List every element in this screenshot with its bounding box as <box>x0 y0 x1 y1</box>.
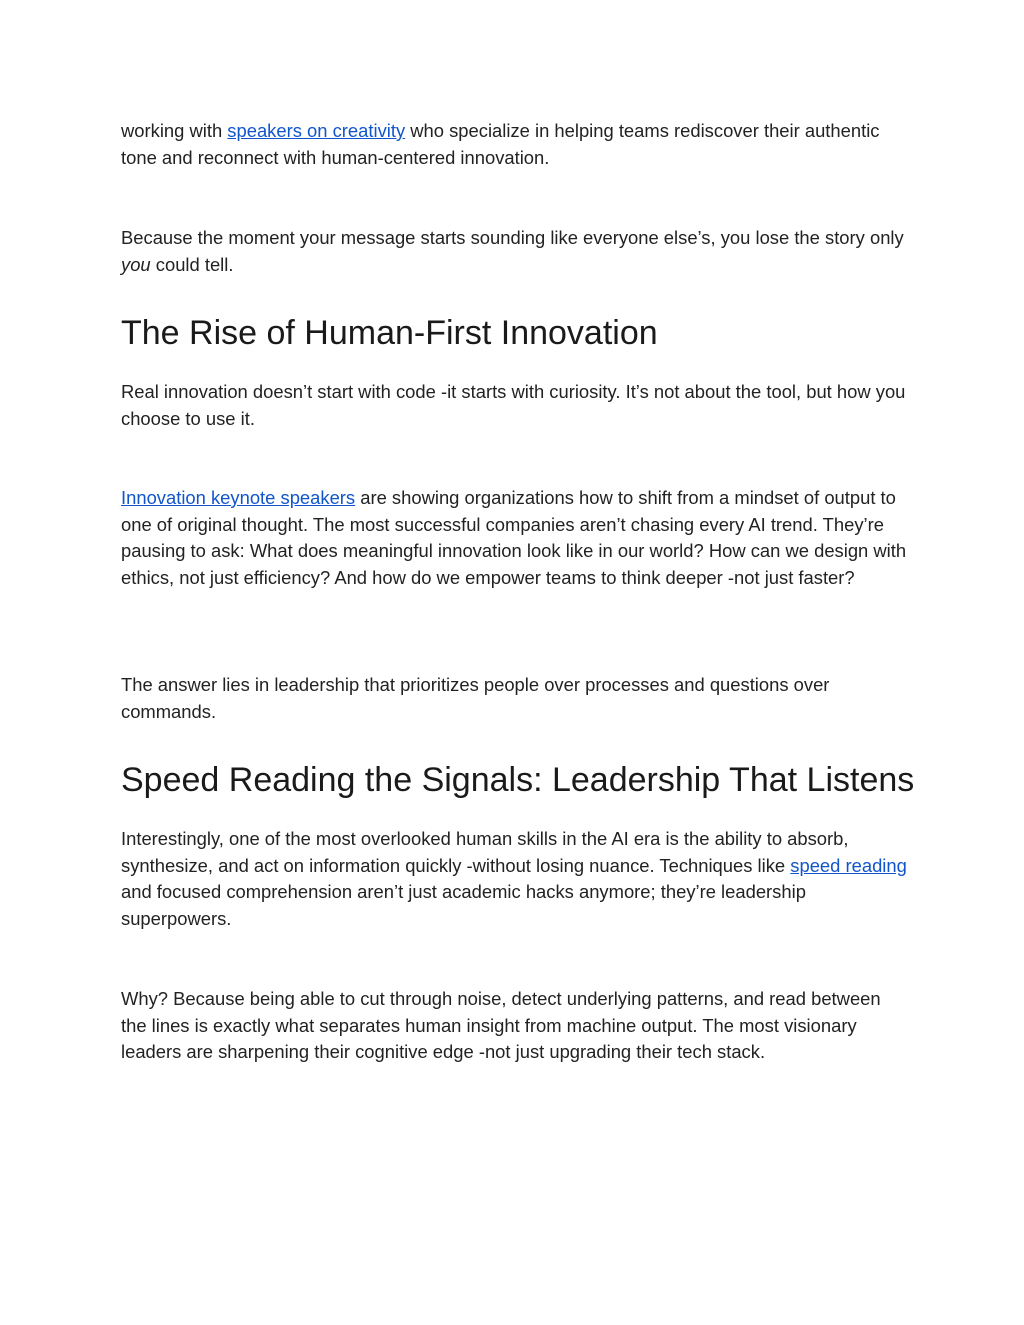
paragraph-text: Interestingly, one of the most overlooked human skills in the AI era is the ability to absorb, synthesize, and act on information quickly -without losing nuance. Techniques like <box>121 828 849 876</box>
paragraph-text: who specialize in helping teams rediscover their authentic tone and reconnect with human-centered innovation. <box>121 120 880 168</box>
paragraph-text: are showing organizations how to shift from a mindset of output to one of original thought. The most successful companies aren’t chasing every AI trend. They’re pausing to ask: What does meaningful innovation look like in our world? How can we design with ethics, not just efficiency? And how do we empower teams to think deeper -not just faster? <box>121 487 907 589</box>
speakers-on-creativity-link[interactable]: speakers on creativity <box>227 120 406 141</box>
paragraph-answer: The answer lies in leadership that prioritizes people over processes and questions over commands. <box>121 674 830 722</box>
speed-reading-link[interactable]: speed reading <box>790 854 907 876</box>
paragraph-text: could tell. <box>150 253 234 275</box>
innovation-keynote-speakers-link[interactable]: Innovation keynote speakers <box>121 487 356 508</box>
paragraph-speed-reading <box>121 826 911 933</box>
paragraph-keynote-speakers <box>121 485 911 592</box>
heading-speed-reading-signals: Speed Reading the Signals: Leadership That Listens <box>121 761 915 799</box>
paragraph-text: working with <box>121 120 228 141</box>
emphasis-you: you <box>121 253 151 275</box>
heading-human-first-innovation: The Rise of Human-First Innovation <box>121 314 658 352</box>
paragraph-text: Because the moment your message starts sounding like everyone else’s, you lose the story only <box>121 227 904 248</box>
paragraph-why: Why? Because being able to cut through noise, detect underlying patterns, and read between the lines is exactly what separates human insight from machine output. The most visionary leaders are sharpening their cognitive edge -not just upgrading their tech stack. <box>121 988 881 1063</box>
paragraph-real-innovation: Real innovation doesn’t start with code -it starts with curiosity. It’s not about the tool, but how you choose to use it. <box>121 381 906 429</box>
paragraph-creativity-speakers <box>121 118 911 171</box>
paragraph-text: and focused comprehension aren’t just academic hacks anymore; they’re leadership superpowers. <box>121 881 806 930</box>
paragraph-story <box>121 225 911 278</box>
